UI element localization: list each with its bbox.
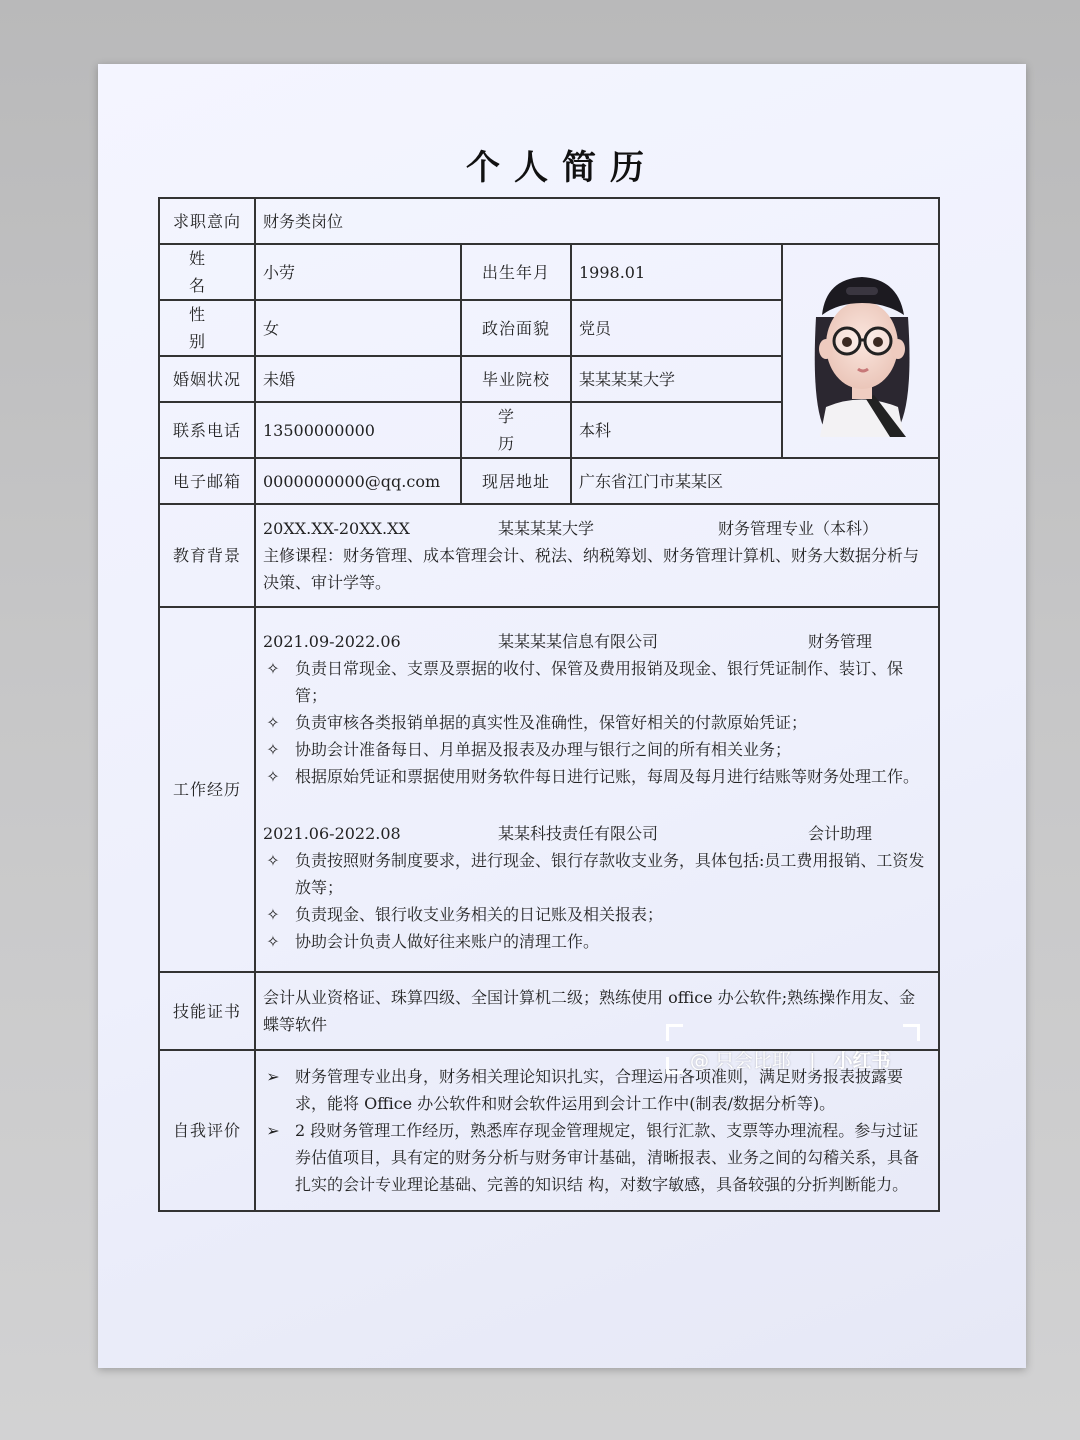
job-duty-item (263, 655, 931, 709)
diamond-bullet-icon: ✧ (266, 713, 280, 732)
diamond-bullet-icon: ✧ (266, 905, 280, 924)
politics-label: 政治面貌 (461, 300, 571, 356)
skills-label: 技能证书 (159, 972, 255, 1050)
job-duty-text: 负责审核各类报销单据的真实性及准确性，保管好相关的付款原始凭证； (295, 713, 808, 732)
job-duty-item (263, 763, 931, 790)
work-content (255, 607, 939, 972)
row-education (159, 504, 939, 607)
self-eval-text: 财务管理专业出身，财务相关理论知识扎实，合理运用各项准则，满足财务报表披露要求，能将 Office 办公软件和财会软件运用到会计工作中(制表/数据分析等)。 (295, 1067, 904, 1113)
job-block (263, 628, 931, 790)
diamond-bullet-icon: ✧ (266, 932, 280, 951)
job-intent-value: 财务类岗位 (255, 198, 939, 244)
job-duty-item (263, 736, 931, 763)
job-period: 2021.06-2022.08 (263, 824, 401, 843)
job-gap (263, 790, 931, 816)
address-value: 广东省江门市某某区 (571, 458, 939, 504)
job-duty-text: 根据原始凭证和票据使用财务软件每日进行记账，每周及每月进行结账等财务处理工作。 (295, 767, 920, 786)
education-period: 20XX.XX-20XX.XX (263, 519, 410, 538)
job-duty-item (263, 901, 931, 928)
job-duty-text: 负责按照财务制度要求，进行现金、银行存款收支业务，具体包括:员工费用报销、工资发放等； (295, 851, 925, 897)
job-duty-item (263, 847, 931, 901)
education-label: 教育背景 (159, 504, 255, 607)
row-work (159, 607, 939, 972)
photo-cell (782, 244, 939, 458)
job-intent-label: 求职意向 (159, 198, 255, 244)
watermark-corner-tr (903, 1024, 920, 1041)
education-school: 某某某某大学 (498, 519, 595, 538)
job-company: 某某科技责任有限公司 (498, 824, 659, 843)
education-header (263, 515, 931, 542)
skills-value: 会计从业资格证、珠算四级、全国计算机二级；熟练使用 office 办公软件;熟练操作用友、金蝶等软件 (255, 972, 939, 1050)
education-content (255, 504, 939, 607)
arrow-bullet-icon: ➢ (266, 1121, 280, 1140)
diamond-bullet-icon: ✧ (266, 851, 280, 870)
arrow-bullet-icon: ➢ (266, 1067, 280, 1086)
education-major: 财务管理专业（本科） (718, 519, 879, 538)
row-self-eval (159, 1050, 939, 1211)
name-label: 姓 名 (159, 244, 255, 300)
watermark-corner-tl (666, 1024, 683, 1041)
degree-value: 本科 (571, 402, 782, 458)
job-duty-text: 协助会计负责人做好往来账户的清理工作。 (295, 932, 600, 951)
self-eval-label: 自我评价 (159, 1050, 255, 1211)
row-name (159, 244, 939, 300)
phone-label: 联系电话 (159, 402, 255, 458)
job-header (263, 628, 931, 655)
name-value: 小劳 (255, 244, 461, 300)
diamond-bullet-icon: ✧ (266, 767, 280, 786)
school-label: 毕业院校 (461, 356, 571, 402)
birth-value: 1998.01 (571, 244, 782, 300)
gender-label: 性 别 (159, 300, 255, 356)
gender-value: 女 (255, 300, 461, 356)
job-duty-item (263, 709, 931, 736)
page-title: 个人简历 (466, 148, 658, 188)
watermark (666, 1024, 920, 1074)
degree-label: 学 历 (461, 402, 571, 458)
marital-label: 婚姻状况 (159, 356, 255, 402)
birth-label: 出生年月 (461, 244, 571, 300)
politics-value: 党员 (571, 300, 782, 356)
email-label: 电子邮箱 (159, 458, 255, 504)
diamond-bullet-icon: ✧ (266, 659, 280, 678)
job-company: 某某某某信息有限公司 (498, 632, 659, 651)
job-duty-item (263, 928, 931, 955)
education-courses: 主修课程：财务管理、成本管理会计、税法、纳税筹划、财务管理计算机、财务大数据分析与决策、审计学等。 (263, 546, 920, 592)
job-role: 财务管理 (808, 632, 873, 651)
work-label: 工作经历 (159, 607, 255, 972)
watermark-corner-bl (666, 1057, 683, 1074)
row-job-intent (159, 198, 939, 244)
job-duty-list (263, 655, 931, 790)
job-duty-text: 负责日常现金、支票及票据的收付、保管及费用报销及现金、银行凭证制作、装订、保管； (295, 659, 904, 705)
self-eval-list (263, 1063, 931, 1198)
job-list (263, 628, 931, 955)
watermark-separator: | (809, 1050, 816, 1072)
phone-value: 13500000000 (255, 402, 461, 458)
job-block (263, 820, 931, 955)
job-role: 会计助理 (808, 824, 873, 843)
watermark-text (690, 1046, 891, 1073)
avatar (786, 257, 936, 437)
diamond-bullet-icon: ✧ (266, 740, 280, 759)
self-eval-content (255, 1050, 939, 1211)
marital-value: 未婚 (255, 356, 461, 402)
self-eval-text: 2 段财务管理工作经历，熟悉库存现金管理规定，银行汇款、支票等办理流程。参与过证券估值项目，具有定的财务分析与财务审计基础，清晰报表、业务之间的勾稽关系，具备扎实的会计专业理论基础、完善的知识结 构，对数字敏感，具备较强的分折判断能力。 (295, 1121, 920, 1194)
watermark-brand: 小红书 (833, 1050, 891, 1072)
job-header (263, 820, 931, 847)
job-duty-text: 协助会计准备每日、月单据及报表及办理与银行之间的所有相关业务； (295, 740, 792, 759)
email-value: 0000000000@qq.com (255, 458, 461, 504)
watermark-user: @ 只会比耶 (690, 1050, 792, 1072)
job-duty-list (263, 847, 931, 955)
resume-paper (98, 64, 1026, 1368)
job-period: 2021.09-2022.06 (263, 632, 401, 651)
self-eval-item (263, 1117, 931, 1198)
school-value: 某某某某大学 (571, 356, 782, 402)
address-label: 现居地址 (461, 458, 571, 504)
row-email (159, 458, 939, 504)
job-duty-text: 负责现金、银行收支业务相关的日记账及相关报表； (295, 905, 664, 924)
